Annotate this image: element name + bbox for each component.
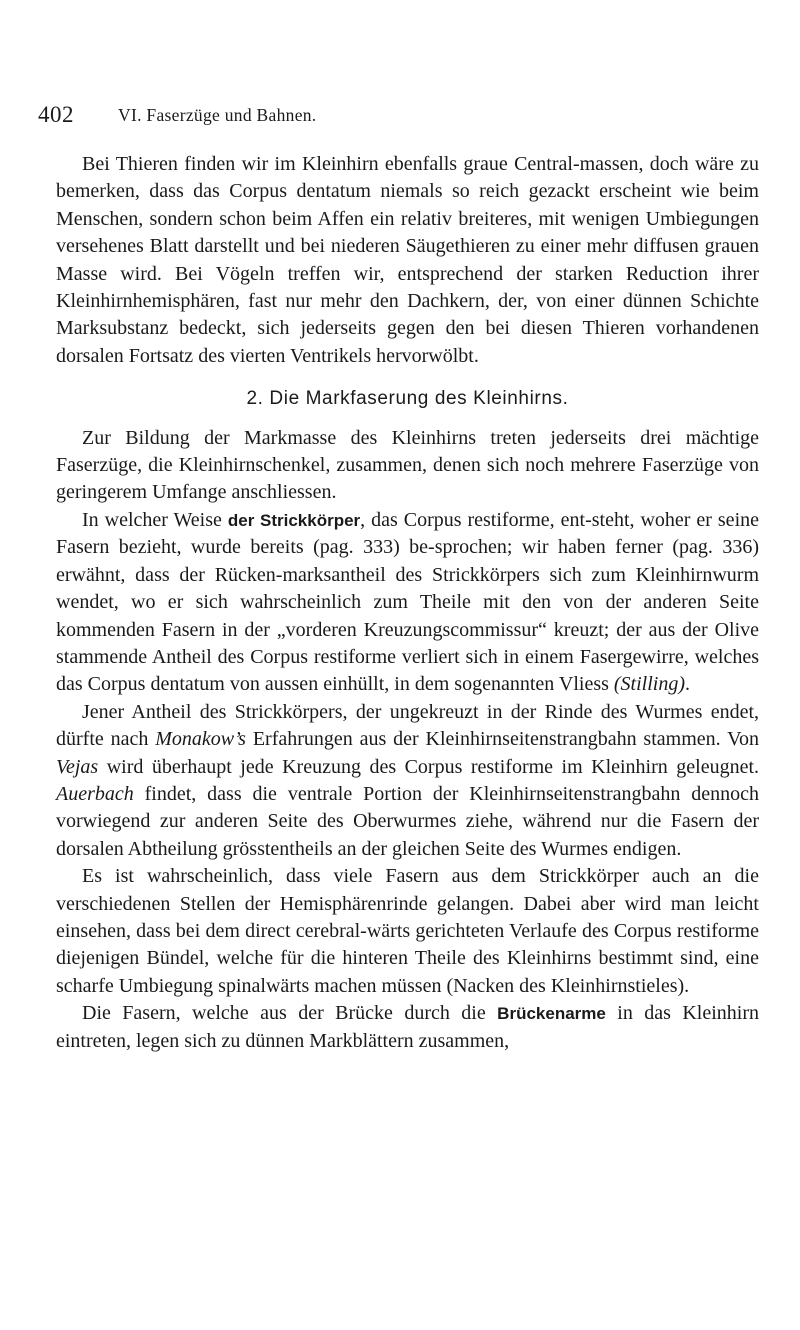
citation-stilling: (Stilling) <box>613 673 685 696</box>
citation-auerbach: Auerbach <box>56 782 134 805</box>
page-header <box>38 100 758 140</box>
paragraph-4-text-a: Jener Antheil des Strickkörpers, der ungekreuzt in der Rinde des Wurmes endet, dürfte nach <box>56 700 759 751</box>
term-strickkoerper: der Strickkörper <box>227 510 361 530</box>
paragraph-6 <box>56 1000 759 1055</box>
paragraph-6-text-b: in das Kleinhirn eintreten, legen sich zu dünnen Markblättern zusammen, <box>56 1002 759 1052</box>
paragraph-6-text-a: Die Fasern, welche aus der Brücke durch die <box>82 1002 498 1025</box>
citation-monakow: Monakow’s <box>155 728 246 751</box>
term-brueckenarme: Brückenarme <box>497 1004 606 1024</box>
running-head: VI. Faserzüge und Bahnen. <box>118 105 317 125</box>
paragraph-5: Es ist wahrscheinlich, dass viele Fasern aus dem Strickkörper auch an die verschiedenen Stellen der Hemisphärenrinde gelangen. Dabei aber wird man leicht einsehen, dass bei dem direct cerebral-wärts gerichteten Verlaufe des Corpus restiforme diejenigen Bündel, welche für die hinteren Theile des Kleinhirns bestimmt sind, eine scharfe Umbiegung spinalwärts machen müssen (Nacken des Kleinhirnstieles). <box>56 865 759 997</box>
paragraph-4 <box>56 699 759 863</box>
paragraph-3-text-b: , das Corpus restiforme, ent-steht, woher er seine Fasern bezieht, wurde bereits (pag. 333) be-sprochen; wir haben ferner (pag. 336) erwähnt, dass der Rücken-marksantheil des Strickkörpers sich zum Kleinhirnwurm wendet, wo er sich wahrscheinlich zum Theile mit den von der anderen Seite kommenden Fasern in der „vorderen Kreuzungscommissur“ kreuzt; der aus der Olive stammende Antheil des Corpus restiforme verliert sich in einem Fasergewirre, welches das Corpus dentatum von aussen einhüllt, in dem sogenannten Vliess <box>56 508 759 696</box>
paragraph-3-text-a: In welcher Weise <box>82 508 228 531</box>
paragraph-4-text-c: wird überhaupt jede Kreuzung des Corpus restiforme im Kleinhirn geleugnet. <box>98 755 759 778</box>
paragraph-4-text-d: findet, dass die ventrale Portion der Kleinhirnseitenstrangbahn dennoch vorwiegend zur anderen Seite des Oberwurmes ziehe, während nur die Fasern der dorsalen Abtheilung grösstentheils an der gleichen Seite des Wurmes endigen. <box>56 782 759 860</box>
citation-vejas: Vejas <box>56 755 99 778</box>
paragraph-3-text-c: . <box>685 673 690 696</box>
section-heading: 2. Die Markfaserung des Kleinhirns. <box>246 388 569 410</box>
paragraph-4-text-b: Erfahrungen aus der Kleinhirnseitenstrangbahn stammen. Von <box>245 728 759 751</box>
page-number: 402 <box>38 102 74 127</box>
paragraph-3 <box>56 507 759 699</box>
paragraph-1: Bei Thieren finden wir im Kleinhirn ebenfalls graue Central-massen, doch wäre zu bemerken, dass das Corpus dentatum niemals so reich gezackt erscheint wie beim Menschen, sondern schon beim Affen ein relativ breiteres, mit wenigen Umbiegungen versehenes Blatt darstellt und bei niederen Säugethieren zu einer mehr diffusen grauen Masse wird. Bei Vögeln treffen wir, entsprechend der starken Reduction ihrer Kleinhirnhemisphären, fast nur mehr den Dachkern, der, von einer dünnen Schichte Marksubstanz bedeckt, sich jederseits gegen den bei diesen Thieren vorhandenen dorsalen Fortsatz des vierten Ventrikels hervorwölbt. <box>56 153 759 367</box>
body-text <box>56 151 759 1055</box>
paragraph-2: Zur Bildung der Markmasse des Kleinhirns treten jederseits drei mächtige Faserzüge, die Kleinhirnschenkel, zusammen, denen sich noch mehrere Faserzüge von geringerem Umfange anschliessen. <box>56 426 759 504</box>
